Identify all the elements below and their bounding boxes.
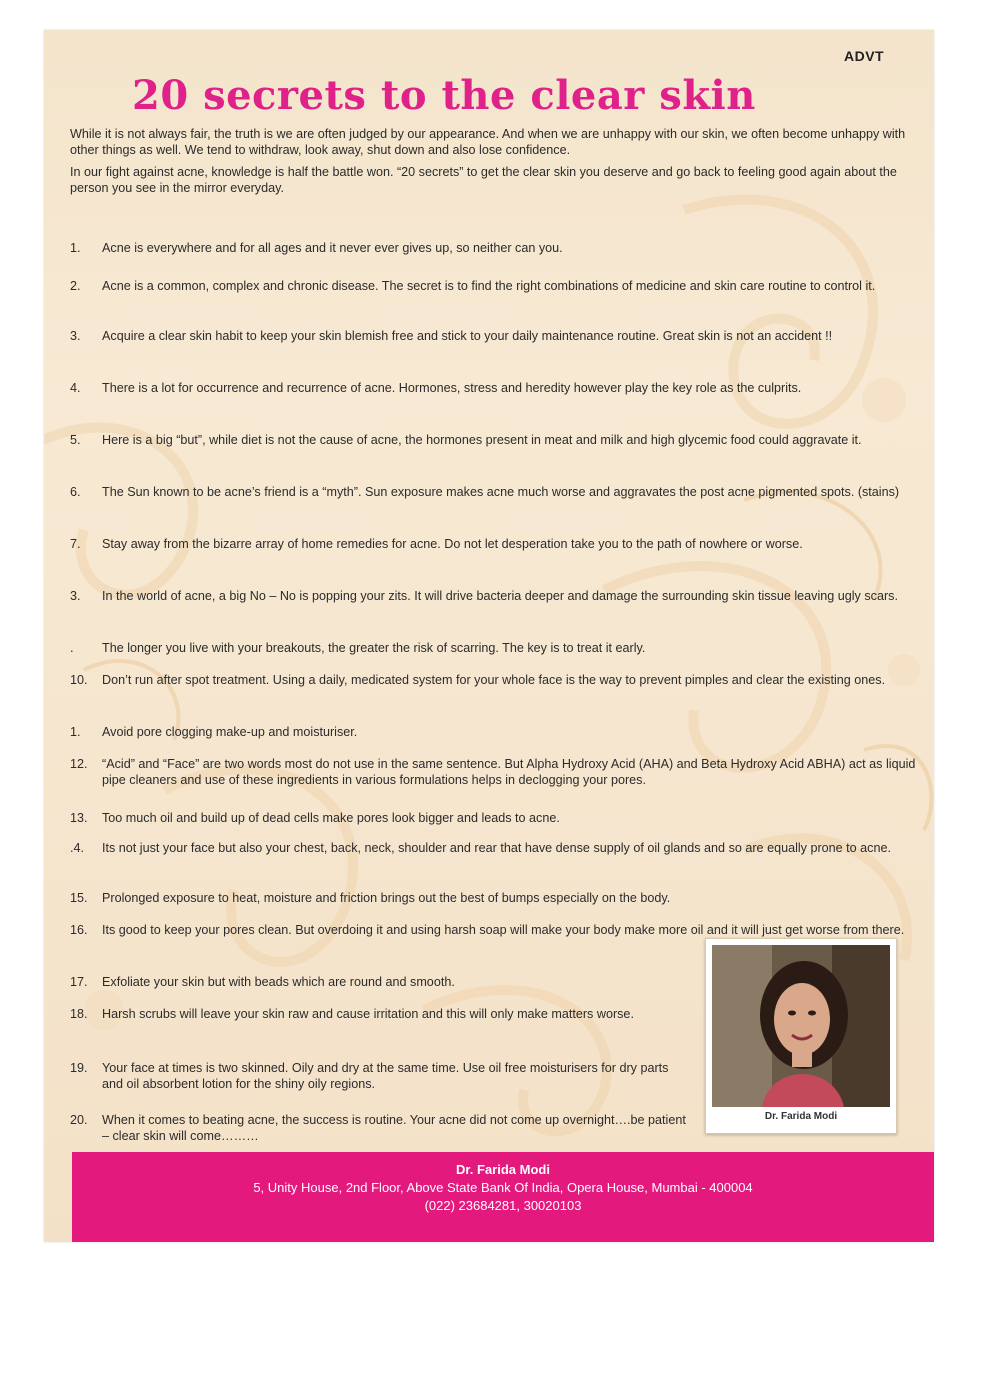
item-text: Stay away from the bizarre array of home remedies for acne. Do not let desperation take you to the path of nowhere or worse. [102,537,803,551]
item-text: Its not just your face but also your chest, back, neck, shoulder and rear that have dense supply of oil glands and so are equally prone to acne. [102,841,891,855]
item-text: Exfoliate your skin but with beads which are round and smooth. [102,975,455,989]
item-number: 6. [70,485,81,499]
advt-label: ADVT [844,48,885,64]
item-text: Harsh scrubs will leave your skin raw and cause irritation and this will only make matters worse. [102,1007,634,1021]
item-text: Prolonged exposure to heat, moisture and friction brings out the best of bumps especially on the body. [102,891,671,905]
item-number: .4. [70,841,85,855]
item-number: 12. [70,757,88,771]
item-number: 15. [70,891,88,905]
item-text: Don’t run after spot treatment. Using a daily, medicated system for your whole face is the way to prevent pimples and clear the existing ones. [102,673,886,687]
item-number: 13. [70,811,88,825]
footer-phone: (022) 23684281, 30020103 [424,1198,582,1213]
portrait-image [712,945,890,1107]
item-number: 10. [70,673,88,687]
item-text: There is a lot for occurrence and recurrence of acne. Hormones, stress and heredity however play the key role as the culprits. [102,381,802,395]
advertisement-page [44,30,934,1242]
item-text: The Sun known to be acne’s friend is a “myth”. Sun exposure makes acne much worse and aggravates the post acne pigmented spots. (stains) [102,485,900,499]
item-number: 18. [70,1007,88,1021]
footer-address: 5, Unity House, 2nd Floor, Above State Bank Of India, Opera House, Mumbai - 400004 [253,1180,753,1195]
item-number: 7. [70,537,81,551]
doctor-photo [705,938,897,1134]
item-text: Acquire a clear skin habit to keep your skin blemish free and stick to your daily maintenance routine. Great skin is not an accident !! [102,329,833,343]
item-number: 2. [70,279,81,293]
item-number: 17. [70,975,88,989]
item-number: 19. [70,1061,88,1075]
item-text: When it comes to beating acne, the success is routine. Your acne did not come up overnight….be patient – clear skin will come……… [102,1113,686,1143]
item-number: 3. [70,589,81,603]
item-number: 3. [70,329,81,343]
intro-paragraph-1: While it is not always fair, the truth is we are often judged by our appearance. And when we are unhappy with our skin, we often become unhappy with other things as well. We tend to withdraw, look away, shut down and also lose confidence. [70,127,906,157]
item-number: 5. [70,433,81,447]
item-number: 20. [70,1113,88,1127]
item-text: Acne is a common, complex and chronic disease. The secret is to find the right combinations of medicine and skin care routine to control it. [102,279,876,293]
item-text: Acne is everywhere and for all ages and it never ever gives up, so neither can you. [102,241,563,255]
item-text: Here is a big “but”, while diet is not the cause of acne, the hormones present in meat and milk and high glycemic food could aggravate it. [102,433,862,447]
item-number: 1. [70,241,81,255]
item-number: 1. [70,725,81,739]
item-text: In the world of acne, a big No – No is popping your zits. It will drive bacteria deeper and damage the surrounding skin tissue leaving ugly scars. [102,589,898,603]
item-text: Too much oil and build up of dead cells make pores look bigger and leads to acne. [102,811,560,825]
item-number: . [70,641,74,655]
intro-paragraph-2: In our fight against acne, knowledge is half the battle won. “20 secrets” to get the clear skin you deserve and go back to feeling good again about the person you see in the mirror everyday. [70,165,897,195]
item-text: “Acid” and “Face” are two words most do not use in the same sentence. But Alpha Hydroxy Acid (AHA) and Beta Hydroxy Acid ABHA) act as liquid pipe cleaners and use of these ingredients in various formulations helps in declogging your pores. [102,757,916,787]
photo-caption: Dr. Farida Modi [764,1111,838,1122]
item-number: 16. [70,923,88,937]
item-text: Your face at times is two skinned. Oily and dry at the same time. Use oil free moisturisers for dry parts and oil absorbent lotion for the shiny oily regions. [102,1061,669,1091]
item-number: 4. [70,381,81,395]
footer-doctor-name: Dr. Farida Modi [456,1162,550,1177]
item-text: Avoid pore clogging make-up and moisturiser. [102,725,358,739]
item-text: Its good to keep your pores clean. But overdoing it and using harsh soap will make your body make more oil and it will just get worse from there. [102,923,905,937]
contact-footer [72,1152,934,1242]
page-title: 20 secrets to the clear skin [132,72,756,119]
item-text: The longer you live with your breakouts, the greater the risk of scarring. The key is to treat it early. [102,641,646,655]
